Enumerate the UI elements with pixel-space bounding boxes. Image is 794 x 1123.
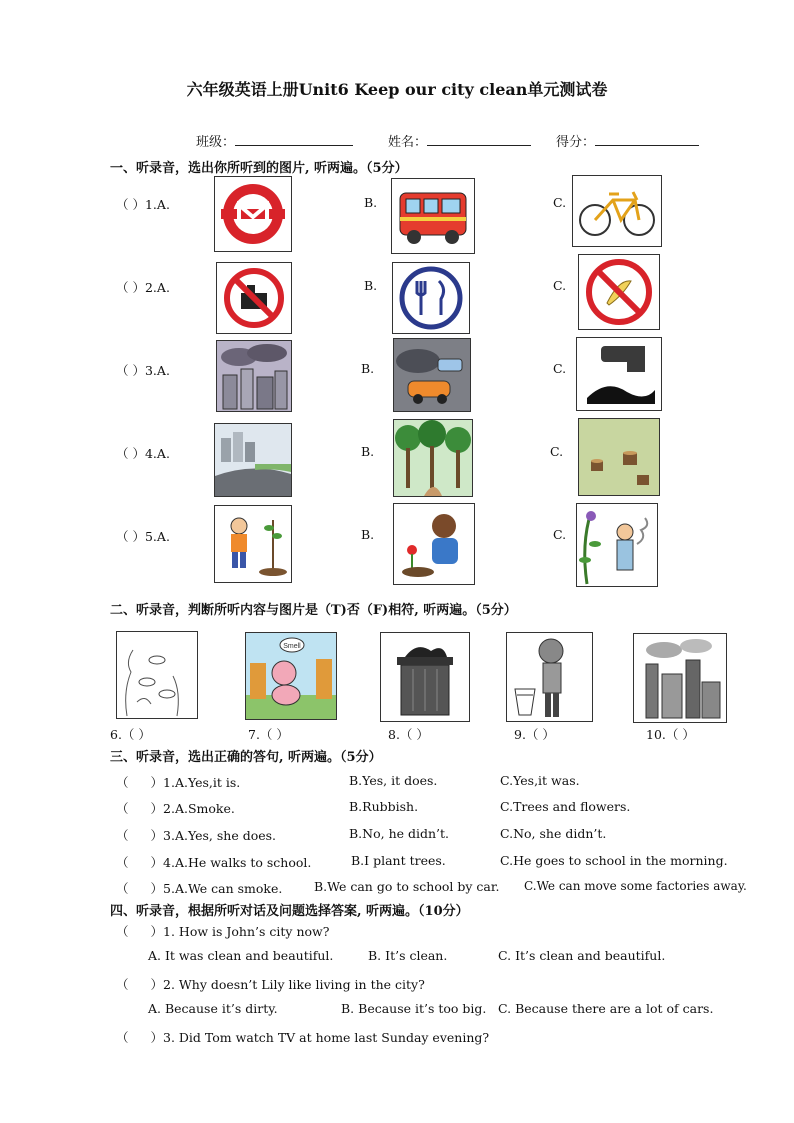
- row-3-option-c: C.: [553, 361, 567, 376]
- part3-q5-option-b: B.We can go to school by car.: [314, 879, 500, 894]
- class-label: 班级：: [196, 135, 236, 150]
- polluted-water-pipe-image: [576, 337, 662, 411]
- part3-q3-option-b: B.No, he didn’t.: [349, 826, 450, 841]
- row-1-option-b: B.: [364, 195, 378, 210]
- bicycle-image: [572, 175, 662, 247]
- row-3-label: （ ）3.A.: [116, 363, 170, 378]
- page-title: 六年级英语上册Unit6 Keep our city clean单元测试卷: [186, 80, 608, 99]
- part3-q4-option-c: C.He goes to school in the morning.: [500, 853, 728, 868]
- bus-image: [391, 178, 475, 254]
- part4-q2-option-c: C. Because there are a lot of cars.: [498, 1001, 714, 1016]
- part2-label-8: 8.（ ）: [388, 727, 429, 742]
- clean-city-road-image: [214, 423, 292, 497]
- part3-q5-option-c: C.We can move some factories away.: [524, 879, 747, 893]
- part3-q4-option-b: B.I plant trees.: [351, 853, 446, 868]
- car-exhaust-image: [393, 338, 471, 412]
- boy-planting-tree-image: [214, 505, 292, 583]
- row-2-option-b: B.: [364, 278, 378, 293]
- row-3-option-b: B.: [361, 361, 375, 376]
- section-4-heading: 四、听录音，根据所听对话及问题选择答案, 听两遍。（10分）: [110, 904, 469, 919]
- part4-question-1: （ ）1. How is John’s city now?: [116, 924, 330, 939]
- row-4-option-b: B.: [361, 444, 375, 459]
- boy-planting-flower-image: [393, 503, 475, 585]
- part2-label-7: 7.（ ）: [248, 727, 289, 742]
- row-2-label: （ ）2.A.: [116, 280, 170, 295]
- part3-question-5: （ ）5.A.We can smoke.: [116, 881, 283, 896]
- part4-q2-option-b: B. Because it’s too big.: [341, 1001, 487, 1016]
- no-banana-peel-sign-image: [578, 254, 660, 330]
- part2-label-9: 9.（ ）: [514, 727, 555, 742]
- part4-q2-option-a: A. Because it’s dirty.: [148, 1001, 278, 1016]
- part3-question-4: （ ）4.A.He walks to school.: [116, 855, 312, 870]
- part4-q1-option-c: C. It’s clean and beautiful.: [498, 948, 666, 963]
- part2-label-10: 10.（ ）: [646, 727, 695, 742]
- trash-can-image: [380, 632, 470, 722]
- clean-river-fish-image: [116, 631, 198, 719]
- part3-q2-option-b: B.Rubbish.: [349, 799, 419, 814]
- girl-throwing-rubbish-image: [506, 632, 593, 722]
- score-label: 得分：: [556, 135, 596, 150]
- row-5-label: （ ）5.A.: [116, 529, 170, 544]
- no-littering-sign-image: [216, 262, 292, 334]
- section-2-heading: 二、听录音，判断所听内容与图片是（T)否（F)相符, 听两遍。（5分）: [110, 603, 517, 618]
- row-5-option-b: B.: [361, 527, 375, 542]
- part4-q1-option-b: B. It’s clean.: [368, 948, 448, 963]
- row-4-option-c: C.: [550, 444, 564, 459]
- pig-smell-image: [245, 632, 337, 720]
- part2-label-6: 6.（ ）: [110, 727, 151, 742]
- name-label: 姓名：: [388, 135, 428, 150]
- part3-q1-option-b: B.Yes, it does.: [349, 773, 438, 788]
- row-2-option-c: C.: [553, 278, 567, 293]
- part3-question-3: （ ）3.A.Yes, she does.: [116, 828, 277, 843]
- forest-image: [393, 419, 473, 497]
- score-field[interactable]: [556, 131, 699, 150]
- row-5-option-c: C.: [553, 527, 567, 542]
- restaurant-sign-image: [392, 262, 470, 334]
- polluted-city-image: [216, 340, 292, 412]
- part3-q1-option-c: C.Yes,it was.: [500, 773, 580, 788]
- row-1-label: （ ）1.A.: [116, 197, 170, 212]
- part3-q3-option-c: C.No, she didn’t.: [500, 826, 607, 841]
- part3-q2-option-c: C.Trees and flowers.: [500, 799, 631, 814]
- row-1-option-c: C.: [553, 195, 567, 210]
- section-3-heading: 三、听录音，选出正确的答句, 听两遍。（5分）: [110, 750, 382, 765]
- part3-question-2: （ ）2.A.Smoke.: [116, 801, 235, 816]
- part3-question-1: （ ）1.A.Yes,it is.: [116, 775, 241, 790]
- cut-trees-image: [578, 418, 660, 496]
- row-4-label: （ ）4.A.: [116, 446, 170, 461]
- section-1-heading: 一、听录音，选出你所听到的图片, 听两遍。（5分）: [110, 161, 408, 176]
- metro-sign-image: [214, 176, 292, 252]
- factory-smoke-image: [633, 633, 727, 723]
- part4-q1-option-a: A. It was clean and beautiful.: [148, 948, 334, 963]
- name-field[interactable]: [388, 131, 531, 150]
- man-smoking-image: [576, 503, 658, 587]
- part4-question-2: （ ）2. Why doesn’t Lily like living in the city?: [116, 977, 425, 992]
- part4-question-3: （ ）3. Did Tom watch TV at home last Sunday evening?: [116, 1030, 490, 1045]
- class-field[interactable]: [196, 131, 353, 150]
- smell-bubble-text: Smell: [283, 643, 301, 650]
